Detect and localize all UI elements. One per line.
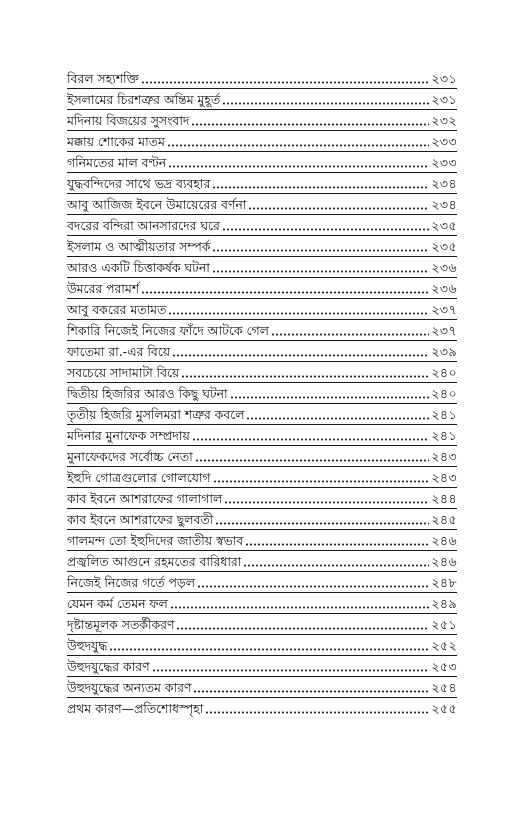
toc-entry-page: ২৩৩ [431, 134, 457, 149]
toc-entry-title: শিকারি নিজেই নিজের ফাঁদে আটকে গেল [67, 323, 269, 338]
toc-entry-page: ২৪৬ [431, 533, 457, 548]
dot-leader [222, 102, 429, 105]
toc-entry-page: ২৩১ [431, 92, 457, 107]
toc-entry-page: ২৪৬ [431, 554, 457, 569]
toc-entry-title: উহুদযুদ্ধ [67, 638, 108, 653]
toc-entry [67, 572, 457, 593]
toc-entry-page: ২৫৩ [431, 659, 457, 674]
toc-entry-title: তৃতীয় হিজরি মুসলিমরা শত্রুর কবলে [67, 407, 245, 422]
table-of-contents [67, 68, 457, 718]
toc-entry-title: যুদ্ধবন্দিদের সাথে ভদ্র ব্যবহার [67, 176, 211, 191]
dot-leader [109, 648, 429, 651]
toc-entry [67, 383, 457, 404]
toc-entry-title: মুনাফেকদের সর্বোচ্চ নেতা [67, 449, 193, 464]
toc-entry-page: ২৪১ [431, 428, 457, 443]
toc-entry-title: প্রজ্বলিত আগুনে রহমতের বারিধারা [67, 554, 242, 569]
toc-entry-page: ২৪৫ [431, 512, 457, 527]
toc-entry-title: দ্বিতীয় হিজরির আরও কিছু ঘটনা [67, 386, 228, 401]
dot-leader [141, 81, 430, 84]
dot-leader [197, 585, 429, 588]
toc-entry-title: মদিনার মুনাফেক সম্প্রদায় [67, 428, 190, 443]
toc-entry-title: ইসলাম ও আত্মীয়তার সম্পর্ক [67, 239, 211, 254]
toc-entry-title: বিরল সহ্যশক্তি [67, 71, 139, 86]
toc-entry-page: ২৪৩ [431, 449, 457, 464]
dot-leader [170, 606, 430, 609]
toc-entry-title: কাব ইবনে আশরাফের গালাগাল [67, 491, 223, 506]
dot-leader [243, 564, 429, 567]
dot-leader [245, 543, 429, 546]
dot-leader [192, 438, 430, 441]
toc-entry-title: সবচেয়ে সাদামাটা বিয়ে [67, 365, 180, 380]
toc-entry-page: ২৩২ [431, 113, 457, 128]
toc-entry-title: কাব ইবনে আশরাফের ছুলবতী [67, 512, 214, 527]
toc-entry-page: ২৪০ [431, 386, 457, 401]
toc-entry-title: ইসলামের চিরশত্রুর অন্তিম মুহূর্ত [67, 92, 221, 107]
toc-entry [67, 215, 457, 236]
toc-entry-page: ২৩৪ [431, 197, 457, 212]
toc-entry [67, 68, 457, 89]
toc-entry-title: মক্কায় শোকের মাতম [67, 134, 165, 149]
dot-leader [224, 501, 429, 504]
dot-leader [195, 459, 430, 462]
toc-entry [67, 89, 457, 110]
toc-entry-page: ২৩৪ [431, 176, 457, 191]
dot-leader [141, 291, 429, 294]
toc-entry [67, 530, 457, 551]
toc-entry [67, 131, 457, 152]
toc-entry [67, 257, 457, 278]
toc-entry [67, 194, 457, 215]
toc-entry-page: ২৪৯ [431, 596, 457, 611]
toc-entry-title: নিজেই নিজের গর্তে পড়ল [67, 575, 195, 590]
toc-entry [67, 152, 457, 173]
toc-entry-title: প্রথম কারণ—প্রতিশোধস্পৃহা [67, 701, 204, 716]
toc-entry-page: ২৩৭ [431, 323, 457, 338]
toc-entry [67, 635, 457, 656]
dot-leader [172, 354, 429, 357]
toc-entry-page: ২৩১ [431, 71, 457, 86]
toc-entry [67, 509, 457, 530]
toc-entry-page: ২৫২ [431, 638, 457, 653]
dot-leader [215, 522, 429, 525]
toc-entry [67, 299, 457, 320]
dot-leader [212, 270, 429, 273]
toc-entry-title: আবু আজিজ ইবনে উমায়েরের বর্ণনা [67, 197, 247, 212]
toc-entry-page: ২৪৮ [431, 575, 457, 590]
toc-entry-title: গনিমতের মাল বণ্টন [67, 155, 167, 170]
toc-entry-title: উহুদযুদ্ধের কারণ [67, 659, 150, 674]
toc-entry [67, 110, 457, 131]
toc-entry-page: ২৫৫ [431, 701, 457, 716]
toc-entry-page: ২৩৫ [431, 239, 457, 254]
toc-entry [67, 593, 457, 614]
toc-entry [67, 467, 457, 488]
toc-entry-page: ২৩৬ [431, 281, 457, 296]
toc-entry-title: গালমন্দ তো ইহুদিদের জাতীয় স্বভাব [67, 533, 244, 548]
toc-entry-page: ২৩৯ [431, 344, 457, 359]
toc-entry-page: ২৩৭ [431, 302, 457, 317]
toc-entry-title: উমরের পরামর্শ [67, 281, 140, 296]
toc-entry [67, 404, 457, 425]
toc-entry-page: ২৩৬ [431, 260, 457, 275]
toc-entry [67, 656, 457, 677]
dot-leader [222, 228, 430, 231]
toc-entry-page: ২৩৫ [431, 218, 457, 233]
toc-entry-page: ২৪৪ [431, 491, 457, 506]
toc-entry-title: ইহুদি গোত্রগুলোর গোলযোগ [67, 470, 211, 485]
dot-leader [176, 627, 429, 630]
toc-entry [67, 614, 457, 635]
toc-entry-page: ২৩৩ [431, 155, 457, 170]
dot-leader [212, 249, 429, 252]
dot-leader [181, 375, 429, 378]
toc-entry [67, 698, 457, 718]
toc-entry-page: ২৫১ [431, 617, 457, 632]
toc-entry-page: ২৪০ [431, 365, 457, 380]
dot-leader [212, 186, 429, 189]
toc-entry-title: আবু বকরের মতামত [67, 302, 167, 317]
dot-leader [193, 690, 429, 693]
toc-entry-page: ২৪১ [431, 407, 457, 422]
dot-leader [271, 333, 429, 336]
toc-entry-title: আরও একটি চিত্তাকর্ষক ঘটনা [67, 260, 210, 275]
toc-entry-title: বদরের বন্দিরা আনসারদের ঘরে [67, 218, 220, 233]
toc-entry [67, 677, 457, 698]
toc-entry-page: ২৪৩ [431, 470, 457, 485]
toc-entry [67, 236, 457, 257]
toc-entry [67, 341, 457, 362]
toc-entry-page: ২৫৪ [431, 680, 457, 695]
toc-entry [67, 320, 457, 341]
dot-leader [167, 144, 429, 147]
toc-entry-title: মদিনায় বিজয়ের সুসংবাদ [67, 113, 190, 128]
toc-entry-title: যেমন কর্ম তেমন ফল [67, 596, 168, 611]
dot-leader [152, 669, 430, 672]
dot-leader [191, 123, 429, 126]
toc-entry [67, 551, 457, 572]
dot-leader [205, 711, 429, 714]
toc-entry [67, 446, 457, 467]
dot-leader [168, 312, 429, 315]
toc-entry [67, 173, 457, 194]
toc-entry-title: ফাতেমা রা.-এর বিয়ে [67, 344, 171, 359]
toc-entry [67, 278, 457, 299]
toc-entry-title: উহুদযুদ্ধের অন্যতম কারণ [67, 680, 192, 695]
toc-entry [67, 362, 457, 383]
dot-leader [246, 417, 429, 420]
dot-leader [248, 207, 429, 210]
dot-leader [230, 396, 430, 399]
toc-entry [67, 425, 457, 446]
dot-leader [168, 165, 429, 168]
toc-entry-title: দৃষ্টান্তমূলক সতর্কীকরণ [67, 617, 175, 632]
toc-entry [67, 488, 457, 509]
dot-leader [213, 480, 430, 483]
